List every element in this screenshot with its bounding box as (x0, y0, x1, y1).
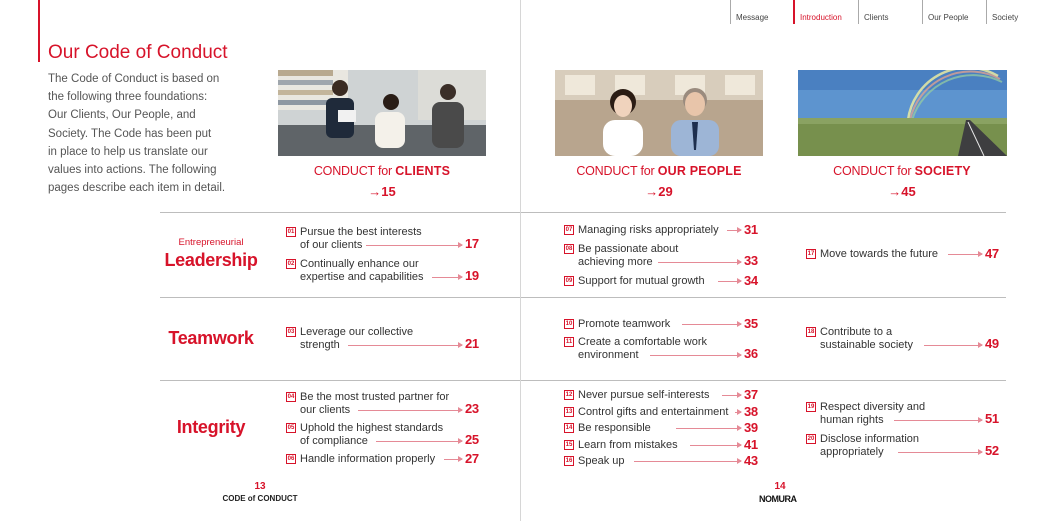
item-text-line: our clients (300, 404, 351, 416)
item-page-number: 21 (465, 336, 479, 351)
item-text-line: Speak up (578, 455, 625, 467)
item-page-number: 41 (744, 437, 758, 452)
item-text-line: Be the most trusted partner for (300, 391, 450, 403)
item-number-badge: 18 (807, 329, 815, 335)
item-text-line: Control gifts and entertainment (578, 406, 729, 418)
nav-clients[interactable]: Clients (858, 0, 922, 24)
item-number-badge: 04 (287, 394, 295, 400)
society-photo-image (798, 70, 1007, 156)
pillar-name: SOCIETY (914, 164, 971, 178)
intro-line: the following three foundations: (48, 91, 208, 104)
item-text-line: Learn from mistakes (578, 439, 678, 451)
intro-paragraph (48, 70, 230, 197)
intro-line: Our Clients, Our People, and (48, 109, 196, 122)
nomura-logo: NOMURA (759, 494, 797, 504)
item-number-badge: 03 (287, 329, 295, 335)
item-number-badge: 20 (807, 436, 815, 442)
item-page-number: 51 (985, 411, 999, 426)
clients-photo-image (278, 70, 486, 156)
item-text-line: of compliance (300, 435, 368, 447)
item-number-badge: 10 (565, 321, 573, 327)
item-text-line: Disclose information (820, 433, 920, 445)
item-text-line: Uphold the highest standards (300, 422, 444, 434)
row-label-integrity: Integrity (176, 417, 246, 437)
item-page-number: 23 (465, 401, 479, 416)
item-text-line: environment (578, 349, 639, 361)
item-text-line: of our clients (300, 239, 363, 251)
pillar-name: OUR PEOPLE (657, 164, 742, 178)
left-page-number: 13 (254, 481, 266, 492)
nav-message[interactable]: Message (730, 0, 792, 24)
item-page-number: 37 (744, 387, 758, 402)
society-photo (798, 70, 1007, 156)
right-page-number: 14 (774, 481, 786, 492)
grid-rule (160, 297, 520, 298)
item-text-line: Contribute to a (820, 326, 893, 338)
nav-society[interactable]: Society (986, 0, 1041, 24)
item-text-line: Leverage our collective (300, 326, 414, 338)
item-text-line: Create a comfortable work (578, 336, 707, 348)
leader-arrow-icon (432, 277, 462, 278)
leader-arrow-icon (898, 452, 982, 453)
item-text-line: Respect diversity and (820, 401, 926, 413)
pillar-name: CLIENTS (395, 164, 451, 178)
leader-arrow-icon (894, 420, 982, 421)
leader-arrow-icon (358, 410, 462, 411)
item-text-line: Be passionate about (578, 243, 679, 255)
item-page-number: 49 (985, 336, 999, 351)
nav-our-people[interactable]: Our People (922, 0, 986, 24)
grid-rule (521, 212, 1006, 213)
item-text-line: Be responsible (578, 422, 651, 434)
leader-arrow-icon (444, 459, 462, 460)
grid-rule (160, 212, 520, 213)
leader-arrow-icon (634, 461, 741, 462)
leader-arrow-icon (735, 412, 741, 413)
pillar-prefix: CONDUCT for (833, 164, 915, 178)
page-title: Our Code of Conduct (48, 42, 228, 63)
left-page (0, 0, 520, 521)
row-sub-label: Entrepreneurial (178, 237, 244, 248)
clients-photo (278, 70, 486, 156)
item-number-badge: 06 (287, 456, 295, 462)
leader-arrow-icon (366, 245, 462, 246)
row-label-leadership: Leadership (164, 250, 258, 270)
leader-arrow-icon (722, 395, 741, 396)
item-page-number: 47 (985, 246, 999, 261)
leader-arrow-icon (924, 345, 982, 346)
pillar-our-people-page-link[interactable]: →29 (645, 184, 673, 199)
intro-line: values into actions. The following (48, 164, 217, 177)
nav-introduction[interactable]: Introduction (793, 0, 859, 24)
intro-line: The Code of Conduct is based on (48, 73, 220, 85)
grid-rule (521, 297, 1006, 298)
item-text-line: achieving more (578, 256, 653, 268)
item-number-badge: 01 (287, 229, 295, 235)
item-number-badge: 02 (287, 261, 295, 267)
leader-arrow-icon (682, 324, 741, 325)
item-text-line: Pursue the best interests (300, 226, 422, 238)
item-number-badge: 13 (565, 409, 573, 415)
right-page (521, 0, 1041, 521)
item-text-line: Never pursue self-interests (578, 389, 710, 401)
item-number-badge: 08 (565, 246, 573, 252)
pillar-prefix: CONDUCT for (576, 164, 658, 178)
pillar-society-page-link[interactable]: →45 (888, 184, 916, 199)
item-page-number: 25 (465, 432, 479, 447)
item-number-badge: 11 (565, 339, 573, 345)
item-number-badge: 05 (287, 425, 295, 431)
pillar-prefix: CONDUCT for (313, 164, 396, 178)
leader-arrow-icon (948, 254, 982, 255)
leader-arrow-icon (718, 281, 741, 282)
item-page-number: 43 (744, 453, 758, 468)
leader-arrow-icon (727, 230, 741, 231)
our-people-photo (555, 70, 763, 156)
item-page-number: 36 (744, 346, 758, 361)
leader-arrow-icon (658, 262, 741, 263)
item-page-number: 39 (744, 420, 758, 435)
intro-line: Society. The Code has been put (48, 127, 212, 140)
item-text-line: Move towards the future (820, 248, 939, 260)
pillar-clients-label (278, 164, 486, 178)
grid-rule (160, 380, 520, 381)
item-number-badge: 12 (565, 392, 573, 398)
intro-line: in place to help us translate our (48, 145, 208, 158)
item-number-badge: 15 (565, 442, 573, 448)
item-page-number: 27 (465, 451, 479, 466)
item-page-number: 19 (465, 268, 479, 283)
item-number-badge: 16 (565, 458, 573, 464)
pillar-our-people-label (555, 164, 763, 178)
item-text-line: strength (300, 339, 340, 351)
item-page-number: 17 (465, 236, 479, 251)
item-page-number: 34 (744, 273, 758, 288)
item-page-number: 33 (744, 253, 758, 268)
item-text-line: Promote teamwork (578, 318, 671, 330)
grid-rule (521, 380, 1006, 381)
leader-arrow-icon (376, 441, 462, 442)
leader-arrow-icon (650, 355, 741, 356)
item-text-line: human rights (820, 414, 884, 426)
row-label-teamwork: Teamwork (168, 328, 254, 348)
item-page-number: 31 (744, 222, 758, 237)
title-accent-bar (38, 0, 40, 62)
item-number-badge: 17 (807, 251, 815, 257)
pillar-society-label (798, 164, 1006, 178)
item-text-line: Managing risks appropriately (578, 224, 719, 236)
item-page-number: 38 (744, 404, 758, 419)
item-number-badge: 19 (807, 404, 815, 410)
item-text-line: appropriately (820, 446, 884, 458)
item-page-number: 35 (744, 316, 758, 331)
intro-line: pages describe each item in detail. (48, 182, 226, 195)
item-number-badge: 14 (565, 425, 573, 431)
item-text-line: Handle information properly (300, 453, 436, 465)
leader-arrow-icon (690, 445, 741, 446)
our-people-photo-image (555, 70, 763, 156)
item-text-line: sustainable society (820, 339, 913, 351)
pillar-clients-page-link[interactable]: →15 (368, 184, 396, 199)
item-text-line: Continually enhance our (300, 258, 419, 270)
leader-arrow-icon (348, 345, 462, 346)
item-page-number: 52 (985, 443, 999, 458)
item-text-line: expertise and capabilities (300, 271, 424, 283)
leader-arrow-icon (676, 428, 741, 429)
item-number-badge: 09 (565, 278, 573, 284)
item-number-badge: 07 (565, 227, 573, 233)
item-text-line: Support for mutual growth (578, 275, 705, 287)
footer-document-title: CODE of CONDUCT (222, 494, 298, 503)
